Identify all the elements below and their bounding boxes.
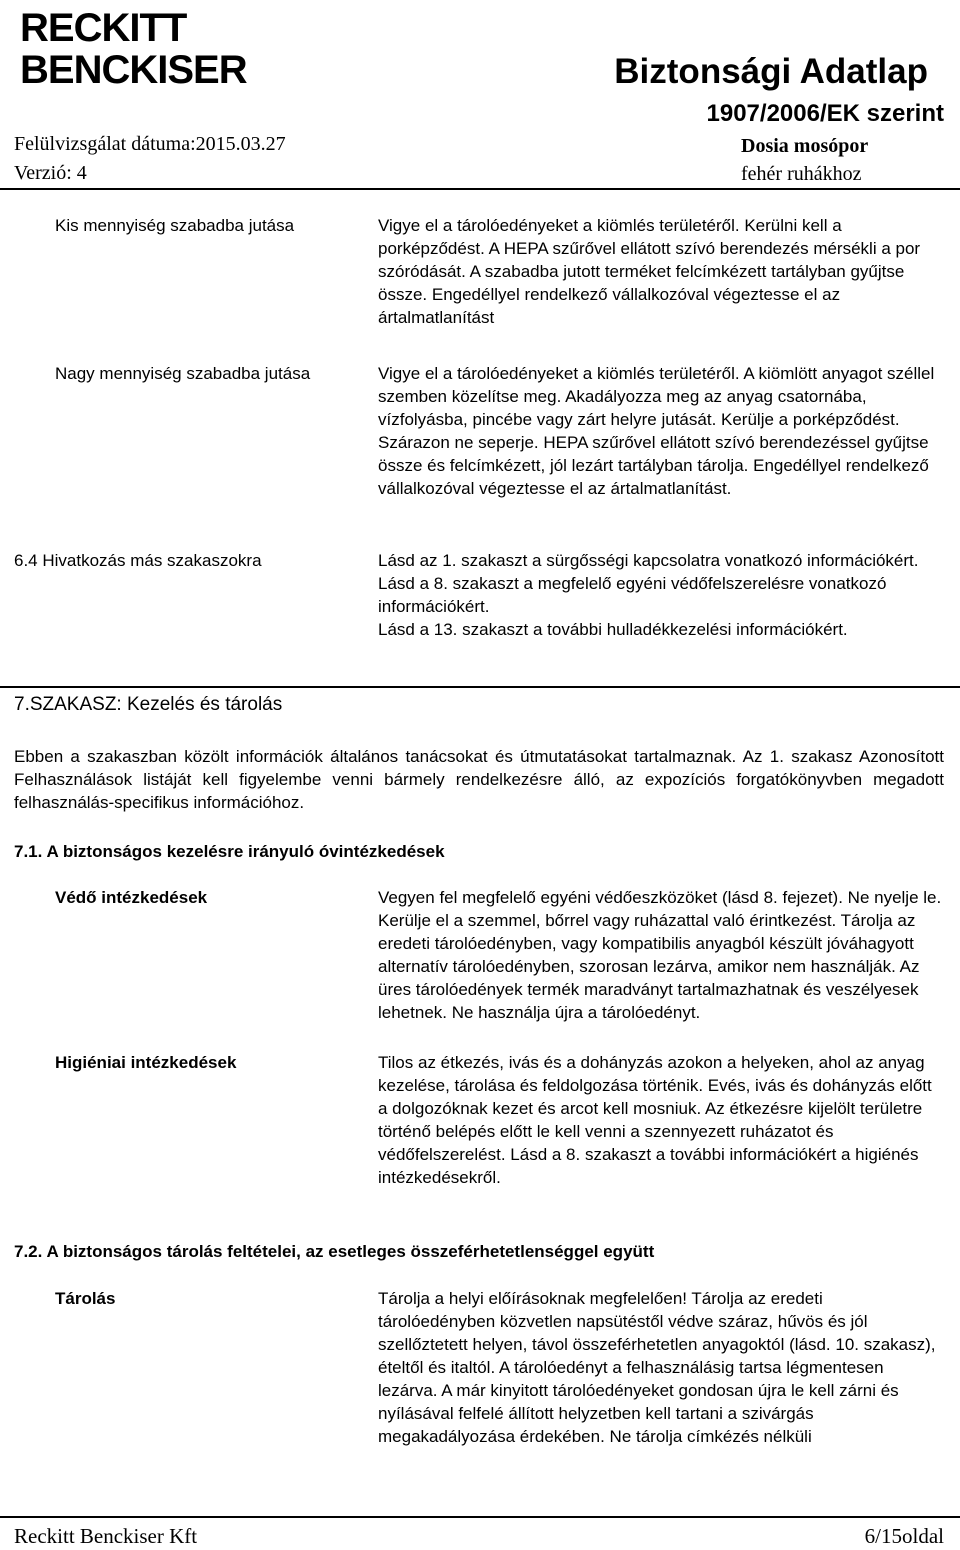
version: Verzió: 4 [14,162,87,184]
review-date: Felülvizsgálat dátuma:2015.03.27 [14,133,286,155]
section-7-intro: Ebben a szakaszban közölt információk általános tanácsokat és útmutatásokat tartalmaznak. Az 1. szakasz Azonosított Felhasználások listáját kell figyelembe venni bármely rendelkezésre álló, az expozíciós forgatókönyvben megadott felhasználás-specifikus információhoz. [14,747,944,812]
section-7-heading: 7.SZAKASZ: Kezelés és tárolás [14,694,283,715]
regulation: 1907/2006/EK szerint [706,100,944,127]
large-spill-label: Nagy mennyiség szabadba jutása [55,364,311,383]
hygiene-measures-label: Higiéniai intézkedések [55,1053,237,1072]
company-logo [20,6,250,92]
subsection-7-1-heading: 7.1. A biztonságos kezelésre irányuló óvintézkedések [14,842,445,861]
references-list [378,549,943,641]
storage-label: Tárolás [55,1289,116,1308]
page-number: 6/15oldal [864,1524,944,1548]
large-spill-text: Vigye el a tárolóedényeket a kiömlés területéről. A kiömlött anyagot széllel szemben közelítse meg. Akadályozza meg az anyag csatornába, vízfolyásba, pincébe vagy zárt helyre jutását. Kerülje a porképződést. Szárazon ne seperje. HEPA szűrővel ellátott szívó berendezéssel gyűjtse össze és felcímkézett, jól lezárt tartályban tárolja. Engedéllyel rendelkező vállalkozóval végeztesse el az ártalmatlanítást. [378,364,935,498]
logo-line-1: RECKITT [20,6,187,50]
protective-measures-label: Védő intézkedések [55,888,208,907]
subsection-7-2-heading: 7.2. A biztonságos tárolás feltételei, az esetleges összeférhetetlenséggel együtt [14,1242,655,1261]
references-label: 6.4 Hivatkozás más szakaszokra [14,551,262,570]
reference-line: Lásd a 8. szakaszt a megfelelő egyéni védőfelszerelésre vonatkozó információkért. [378,574,887,616]
footer-company: Reckitt Benckiser Kft [14,1524,198,1548]
reference-line: Lásd az 1. szakaszt a sürgősségi kapcsolatra vonatkozó információkért. [378,551,919,570]
small-spill-text: Vigye el a tárolóedényeket a kiömlés területéről. Kerülni kell a porképződést. A HEPA szűrővel ellátott szívó berendezés mérsékli a por szóródását. A szabadba jutott terméket felcímkézett tartályban gyűjtse össze. Engedéllyel rendelkező vállalkozóval végeztesse el az ártalmatlanítást [378,216,921,327]
hygiene-measures-text: Tilos az étkezés, ivás és a dohányzás azokon a helyeken, ahol az anyag kezelése, tárolása és feldolgozása történik. Evés, ivás és dohányzás előtt a dolgozóknak kezet és arcot kell mosniuk. Az étkezésre kijelölt területre történő belépés előtt le kell venni a szennyezett ruházatot és védőfelszerelést. Lásd a 8. szakaszt a további információkért a higiénés intézkedésekről. [378,1053,932,1187]
footer-divider [0,1516,960,1518]
small-spill-label: Kis mennyiség szabadba jutása [55,216,295,235]
logo-line-2: BENCKISER [20,48,247,92]
reference-line: Lásd a 13. szakaszt a további hulladékkezelési információkért. [378,620,848,639]
product-variant: fehér ruhákhoz [741,163,862,185]
protective-measures-text: Vegyen fel megfelelő egyéni védőeszközöket (lásd 8. fejezet). Ne nyelje le. Kerülje el a szemmel, bőrrel vagy ruházattal való érintkezést. Tárolja az eredeti tárolóedényben, vagy kompatibilis anyagból készült jóváhagyott alternatív tárolóedényben, szorosan lezárva, amikor nem használják. Az üres tárolóedények termék maradványt tartalmazhatnak és veszélyesek lehetnek. Ne használja újra a tárolóedényt. [378,888,942,1022]
header-divider [0,188,960,190]
product-name: Dosia mosópor [741,135,869,157]
storage-text: Tárolja a helyi előírásoknak megfelelően! Tárolja az eredeti tárolóedényben közvetlen napsütéstől védve száraz, hűvös és jól szellőztetett helyen, távol összeférhetetlen anyagoktól (lásd. 10. szakasz), ételtől és italtól. A tárolóedényt a felhasználásig tartsa légmentesen lezárva. A már kinyitott tárolóedényeket gondosan újra le kell zárni és nyílásával felfelé állított helyzetben kell tartani a szivárgás megakadályozása érdekében. Ne tárolja címkézés nélküli [378,1289,936,1446]
document-title: Biztonsági Adatlap [614,52,928,91]
section-divider [0,686,960,688]
